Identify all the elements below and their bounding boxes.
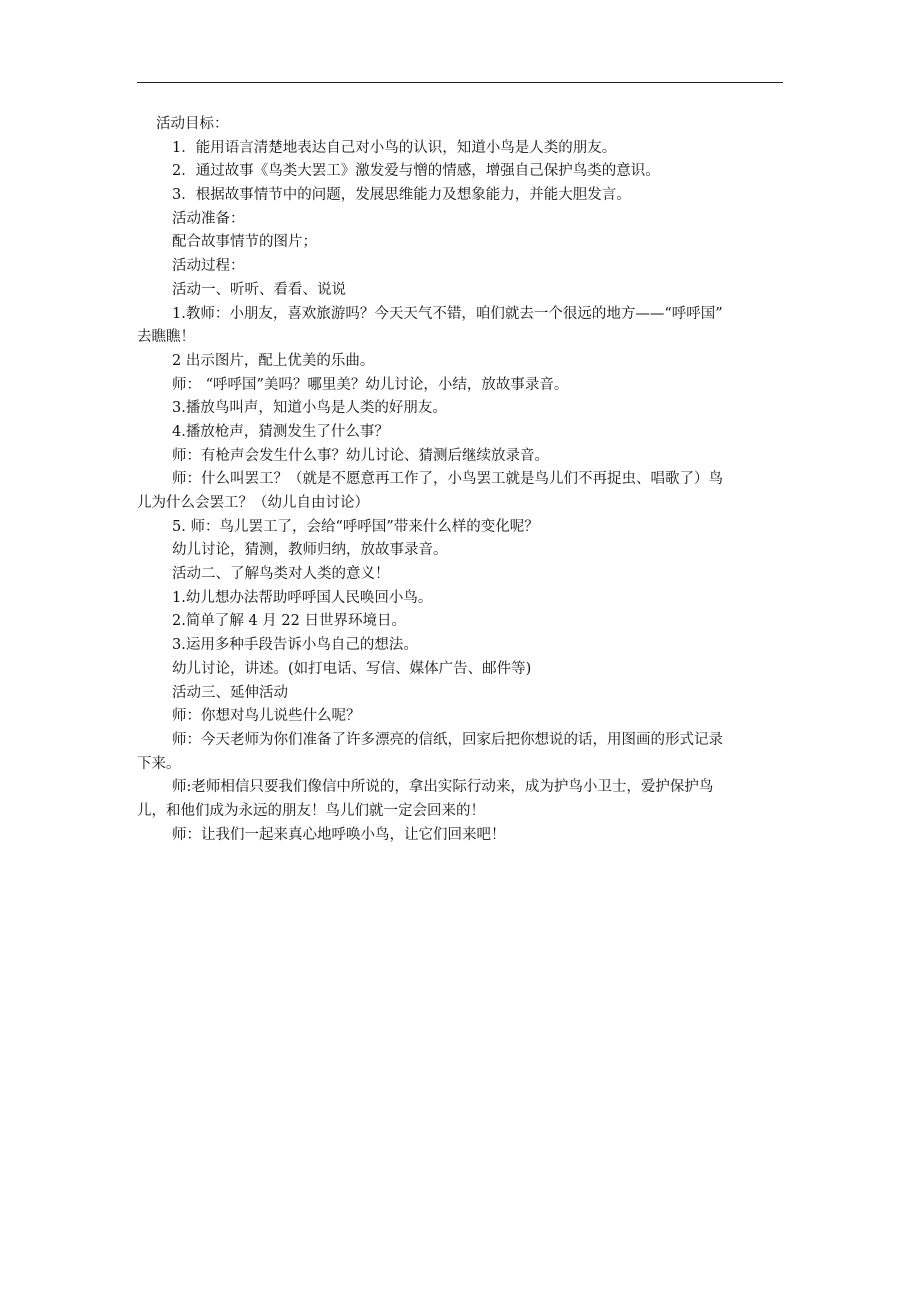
paragraph-line: 配合故事情节的图片；: [172, 234, 317, 251]
paragraph-line: 幼儿讨论，讲述。(如打电话、写信、媒体广告、邮件等): [172, 660, 532, 677]
paragraph-line: 师：什么叫罢工？（就是不愿意再工作了，小鸟罢工就是鸟儿们不再捉虫、唱歌了）鸟: [172, 471, 723, 488]
paragraph-line: 幼儿讨论，猜测，教师归纳，放故事录音。: [172, 542, 448, 559]
paragraph-line: 1.教师：小朋友，喜欢旅游吗？今天天气不错，咱们就去一个很远的地方——“呼呼国”: [172, 305, 723, 322]
paragraph-line: 3.运用多种手段告诉小鸟自己的想法。: [172, 637, 418, 654]
document-body: [137, 113, 783, 847]
paragraph-line: 5. 师：鸟儿罢工了，会给“呼呼国”带来什么样的变化呢？: [172, 518, 539, 535]
paragraph-line: 儿为什么会罢工？（幼儿自由讨论）: [137, 495, 369, 511]
paragraph-line: 4.播放枪声，猜测发生了什么事？: [172, 423, 389, 440]
paragraph-line: 1.幼儿想办法帮助呼呼国人民唤回小鸟。: [172, 589, 433, 606]
paragraph-line: 3.播放鸟叫声，知道小鸟是人类的好朋友。: [172, 400, 447, 417]
section-heading-process: 活动过程：: [172, 258, 245, 275]
paragraph-line: 2.简单了解 4 月 22 日世界环境日。: [172, 613, 406, 630]
section-heading-objectives: 活动目标：: [156, 116, 229, 132]
paragraph-line: 师： “呼呼国”美吗？哪里美？幼儿讨论，小结，放故事录音。: [172, 376, 569, 393]
paragraph-line: 儿，和他们成为永远的朋友！鸟儿们就一定会回来的！: [137, 802, 485, 819]
paragraph-line: 师：有枪声会发生什么事？幼儿讨论、猜测后继续放录音。: [172, 447, 549, 464]
paragraph-line: 师：今天老师为你们准备了许多漂亮的信纸，回家后把你想说的话，用图画的形式记录: [172, 731, 723, 748]
objective-item: 3．根据故事情节中的问题，发展思维能力及想象能力，并能大胆发言。: [172, 187, 631, 204]
paragraph-line: 师:老师相信只要我们像信中所说的，拿出实际行动来，成为护鸟小卫士，爱护保护鸟: [172, 779, 714, 796]
objective-item: 1．能用语言清楚地表达自己对小鸟的认识，知道小鸟是人类的朋友。: [172, 139, 617, 156]
objective-item: 2．通过故事《鸟类大罢工》激发爱与憎的情感，增强自己保护鸟类的意识。: [172, 163, 660, 180]
paragraph-line: 2 出示图片，配上优美的乐曲。: [172, 352, 375, 369]
activity-heading: 活动一、听听、看看、说说: [172, 281, 346, 298]
paragraph-line: 师：你想对鸟儿说些什么呢？: [172, 708, 361, 725]
section-heading-preparation: 活动准备：: [172, 210, 245, 227]
activity-heading: 活动二、了解鸟类对人类的意义！: [172, 566, 390, 583]
paragraph-line: 去瞧瞧！: [137, 329, 195, 346]
paragraph-line: 下来。: [137, 755, 181, 772]
paragraph-line: 师：让我们一起来真心地呼唤小鸟，让它们回来吧！: [172, 826, 506, 843]
header-rule: [137, 82, 783, 83]
activity-heading: 活动三、延伸活动: [172, 684, 288, 701]
